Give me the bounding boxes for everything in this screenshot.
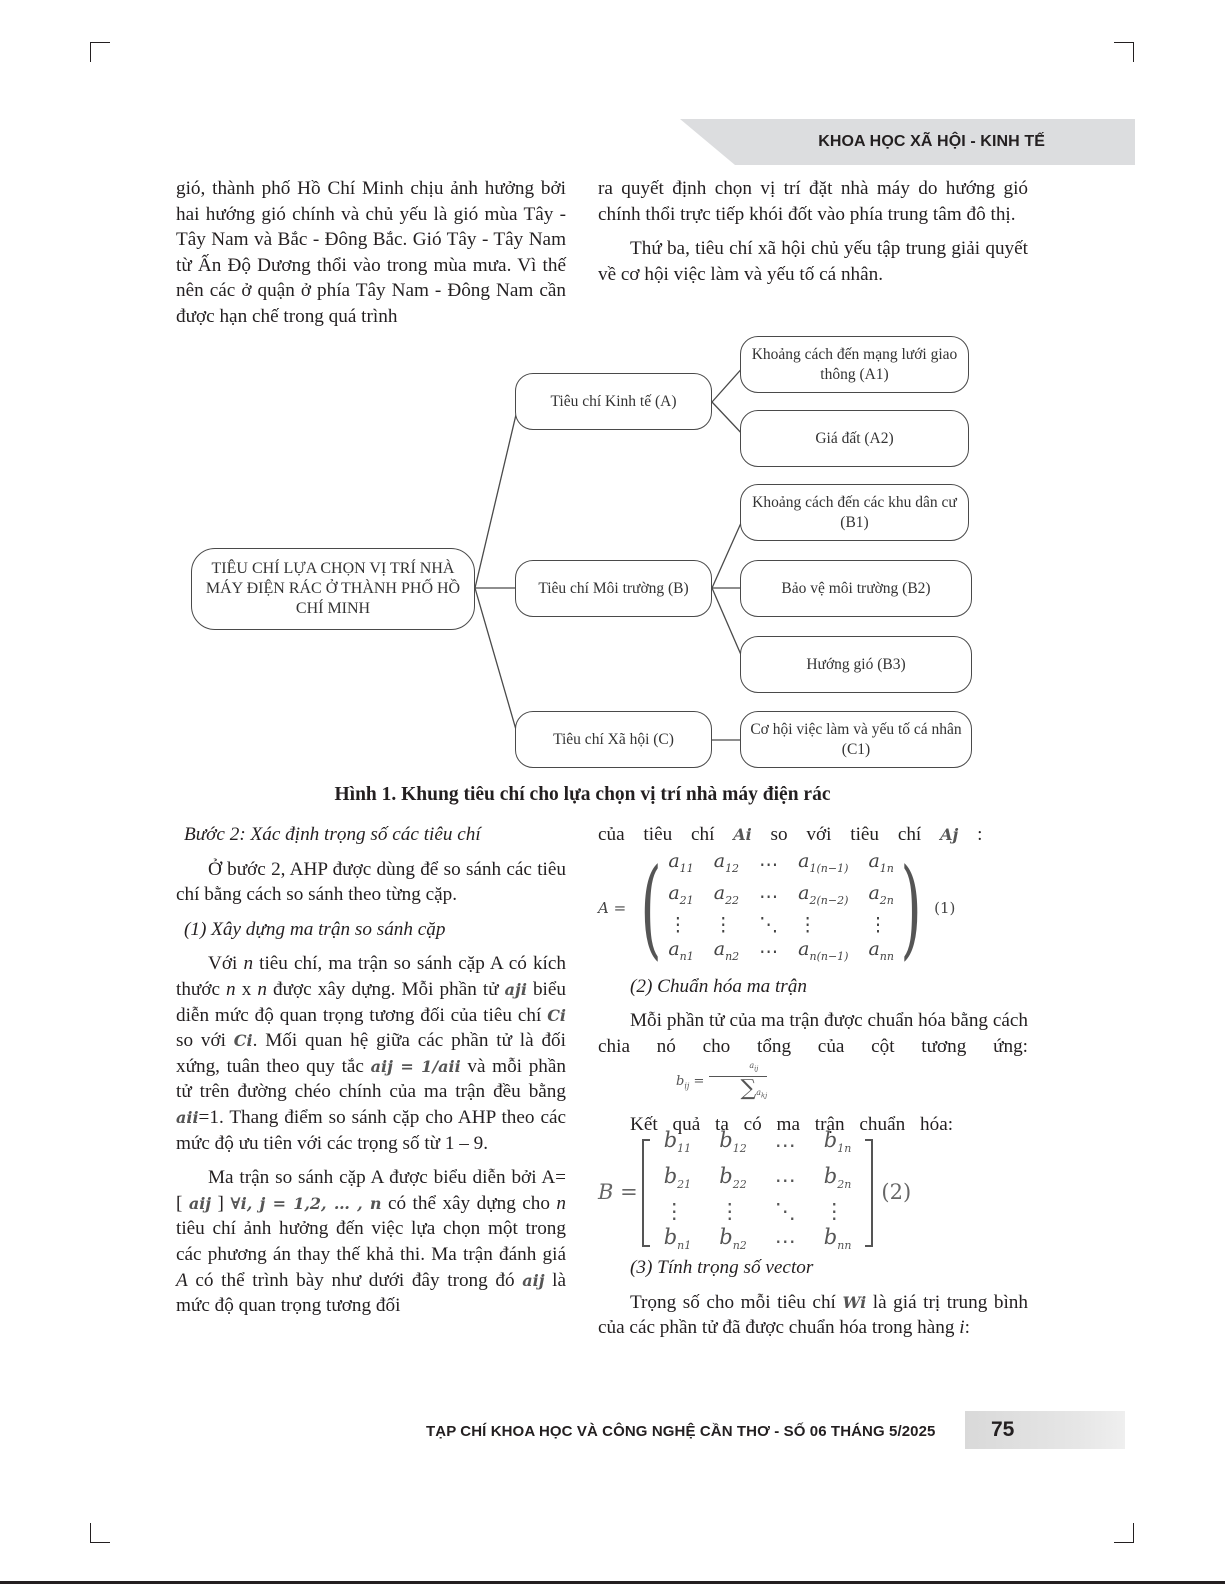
matrix-b-row [650, 1198, 866, 1224]
matrix-a-cell: $a_{1n}$ [868, 849, 894, 875]
crop-mark-bottom-left [90, 1523, 110, 1543]
matrix-b-cell: $b_{22}$ [719, 1163, 747, 1191]
result-paragraph: Kết quả ta có ma trận chuẩn hóa: [630, 1113, 954, 1135]
matrix-b-cell: ⋱ [774, 1198, 796, 1223]
matrix-a-cell: $a_{22}$ [713, 881, 740, 907]
matrix-a-cell: ⋯ [759, 885, 779, 908]
matrix-a-cell: $a_{n2}$ [713, 937, 740, 963]
matrix-b-cell: $b_{2n}$ [823, 1163, 852, 1191]
criteria-paragraph [598, 822, 1028, 848]
paragraph: Thứ ba, tiêu chí xã hội chủ yếu tập trung giải quyết về cơ hội việc làm và yếu tố cá nhân. [598, 238, 1028, 285]
journal-title: TẠP CHÍ KHOA HỌC VÀ CÔNG NGHỆ CẦN THƠ - SỐ 06 THÁNG 5/2025 [426, 1423, 936, 1440]
left-paren: ( [640, 845, 662, 971]
sub-node-a2: Giá đất (A2) [740, 410, 969, 467]
matrix-a-row [658, 849, 904, 881]
math-symbol: Ci [547, 1005, 566, 1025]
connector-root-c [475, 588, 519, 740]
top-right-column [598, 176, 1028, 287]
equation-number: (2) [881, 1180, 912, 1205]
criterion-node-c: Tiêu chí Xã hội (C) [515, 711, 712, 768]
text: ] [211, 1192, 231, 1214]
connector-root-a [475, 402, 519, 588]
math-var: n [257, 978, 267, 1000]
matrix-b-cell: ⋮ [823, 1198, 845, 1223]
matrix-a-cell: $a_{2(n-2)}$ [798, 881, 849, 907]
text: Ma trận so sánh cặp A được biểu diễn bởi A= [ [176, 1167, 566, 1214]
matrix-b-cell: $b_{21}$ [663, 1163, 692, 1191]
matrix-b [598, 1128, 1028, 1254]
matrix-b-cell: ⋯ [774, 1229, 796, 1254]
matrix-a-cell: $a_{12}$ [713, 849, 740, 875]
math-var: n [226, 978, 236, 1000]
text: tiêu chí, ma trận so sánh cặp A có kích thước [176, 953, 566, 1000]
text: : [964, 1317, 970, 1339]
matrix-a-cell: ⋮ [713, 913, 733, 936]
text: biểu diễn mức độ quan trọng tương đối của tiêu chí [176, 978, 566, 1026]
matrix-b-cell: $b_{n1}$ [663, 1224, 692, 1252]
normalize-formula: $b_{ij}$ = $a_{ij}$ $\sum a_{kj}$ [676, 1061, 768, 1101]
math-symbol: Wi [842, 1292, 867, 1312]
sub-node-b1: Khoảng cách đến các khu dân cư (B1) [740, 484, 969, 541]
intro-paragraph: Ở bước 2, AHP được dùng để so sánh các tiêu chí bằng cách so sánh theo từng cặp. [176, 858, 566, 906]
math-var: n [243, 953, 254, 975]
math-symbol: Ci [233, 1031, 253, 1051]
matrix-b-cell: $b_{1n}$ [823, 1128, 852, 1156]
matrix-b-row [650, 1163, 866, 1198]
matrix-b-cell: $b_{12}$ [719, 1128, 747, 1156]
text: so với [176, 1030, 234, 1052]
top-left-column [176, 176, 566, 330]
normalize-paragraph [598, 1008, 1028, 1107]
section-header [680, 119, 1135, 165]
paragraph: ra quyết định chọn vị trí đặt nhà máy do hướng gió chính thổi trực tiếp khói đốt vào phía trung tâm đô thị. [598, 178, 1028, 225]
matrix-a-row [658, 913, 904, 937]
sub-node-c1: Cơ hội việc làm và yếu tố cá nhân (C1) [740, 711, 972, 768]
text: và mỗi phần tử trên đường chéo chính của ma trận đều bằng [176, 1055, 566, 1103]
matrix-a-cell: ⋯ [759, 853, 779, 876]
text: có thể trình bày như dưới đây trong đó [187, 1269, 523, 1291]
page-number-box [965, 1411, 1125, 1449]
criterion-node-b: Tiêu chí Môi trường (B) [515, 560, 712, 617]
pairwise-paragraph [176, 951, 566, 1156]
matrix-b-cell: $b_{n2}$ [719, 1224, 747, 1252]
sub-node-b2: Bảo vệ môi trường (B2) [740, 560, 972, 617]
step-heading: Bước 2: Xác định trọng số các tiêu chí [184, 824, 481, 845]
page-number: 75 [991, 1418, 1015, 1441]
subsection-heading: (3) Tính trọng số vector [630, 1257, 814, 1279]
matrix-b-cell: $b_{11}$ [663, 1128, 692, 1156]
text: là giá trị trung bình của các phần tử đã được chuẩn hóa trong hàng [598, 1291, 1028, 1339]
text: =1. Thang điểm so sánh cặp cho AHP theo các mức độ ưu tiên với các trọng số từ 1 – 9. [176, 1106, 566, 1154]
math-var: A [176, 1269, 188, 1291]
matrix-a [598, 845, 1028, 971]
text: tiêu chí ảnh hưởng đến việc lựa chọn một trong các phương án thay thế khả thi. Ma trận đánh giá [176, 1218, 566, 1265]
math-symbol: aij [188, 1193, 212, 1213]
subsection-heading: (1) Xây dựng ma trận so sánh cặp [184, 918, 446, 940]
left-column [176, 822, 566, 1319]
text: Mỗi phần tử của ma trận được chuẩn hóa bằng cách chia nó cho tổng của cột tương ứng: [598, 1010, 1028, 1057]
text: là mức độ quan trọng tương đối [176, 1269, 566, 1317]
left-bracket [642, 1139, 650, 1247]
math-var: i [959, 1317, 965, 1339]
math-symbol: aii [176, 1107, 199, 1127]
matrix-b-cell: $b_{nn}$ [823, 1224, 852, 1252]
text: của tiêu chí [598, 824, 734, 845]
page-footer [420, 1411, 1135, 1451]
section-title: KHOA HỌC XÃ HỘI - KINH TẾ [818, 133, 1045, 150]
matrix-b-cell: ⋮ [663, 1198, 685, 1223]
right-column [598, 822, 1028, 1341]
right-paren: ) [900, 845, 922, 971]
matrix-a-row [658, 937, 904, 969]
matrix-a-cell: $a_{n(n-1)}$ [798, 937, 849, 963]
math-symbol: Ai [733, 825, 752, 844]
equation-number: (1) [934, 898, 956, 917]
matrix-a-cell: ⋱ [759, 913, 779, 936]
matrix-b-table [650, 1127, 866, 1259]
sub-node-b3: Hướng gió (B3) [740, 636, 972, 693]
crop-mark-bottom-right [1114, 1523, 1134, 1543]
matrix-a-cell: $a_{nn}$ [868, 937, 894, 963]
matrix-paragraph [176, 1165, 566, 1319]
matrix-b-cell: ⋯ [774, 1168, 796, 1193]
paragraph: gió, thành phố Hồ Chí Minh chịu ảnh hưởng bởi hai hướng gió chính và chủ yếu là gió mùa Tây - Tây Nam và Bắc - Đông Bắc. Gió Tây - Tây Nam từ Ấn Độ Dương thổi vào trong mùa mưa. Vì thế nên các ở quận ở phía Tây Nam - Đông Nam cần được hạn chế trong quá trình [176, 178, 566, 327]
matrix-b-row [650, 1224, 866, 1259]
math-symbol: Aj [940, 825, 959, 844]
text: có thể xây dựng cho [381, 1192, 557, 1214]
matrix-a-cell: ⋮ [868, 913, 888, 936]
matrix-b-cell: ⋯ [774, 1132, 796, 1157]
sub-node-a1: Khoảng cách đến mạng lưới giao thông (A1) [740, 336, 969, 393]
matrix-a-cell: ⋯ [759, 941, 779, 964]
matrix-a-cell: ⋮ [668, 913, 688, 936]
matrix-a-cell: $a_{1(n-1)}$ [798, 849, 849, 875]
text: Với [208, 953, 244, 975]
root-node: TIÊU CHÍ LỰA CHỌN VỊ TRÍ NHÀ MÁY ĐIỆN RÁC Ở THÀNH PHỐ HỒ CHÍ MINH [191, 548, 475, 630]
math-var: n [556, 1192, 567, 1214]
subsection-heading: (2) Chuẩn hóa ma trận [630, 975, 807, 997]
text: : [958, 824, 983, 845]
text: x [235, 978, 258, 1000]
matrix-a-cell: $a_{11}$ [668, 849, 694, 875]
right-bracket [865, 1139, 873, 1247]
math-symbol: aji [504, 979, 527, 999]
matrix-a-cell: $a_{n1}$ [668, 937, 694, 963]
text: so với tiêu chí [751, 824, 941, 845]
matrix-a-cell: $a_{21}$ [668, 881, 694, 907]
criterion-node-a: Tiêu chí Kinh tế (A) [515, 373, 712, 430]
text: Trọng số cho mỗi tiêu chí [630, 1291, 843, 1313]
page-bottom-edge [0, 1581, 1225, 1584]
text: . Mối quan hệ giữa các phần tử là đối xứng, tuân theo quy tắc [176, 1030, 566, 1077]
matrix-a-cell: ⋮ [798, 913, 818, 936]
matrix-b-cell: ⋮ [719, 1198, 741, 1223]
matrix-a-cell: $a_{2n}$ [868, 881, 894, 907]
matrix-a-table [658, 849, 904, 968]
weight-paragraph [598, 1290, 1028, 1341]
crop-mark-top-left [90, 42, 110, 62]
math-formula: ∀i, j = 1,2, … , n [230, 1193, 382, 1213]
matrix-b-lhs: B = [598, 1180, 638, 1205]
crop-mark-top-right [1114, 42, 1134, 62]
matrix-a-row [658, 881, 904, 913]
matrix-b-row [650, 1127, 866, 1162]
math-symbol: aij [522, 1270, 545, 1290]
matrix-a-lhs: A = [598, 898, 627, 917]
math-formula: aij = 1/aii [370, 1056, 461, 1076]
figure-caption: Hình 1. Khung tiêu chí cho lựa chọn vị trí nhà máy điện rác [334, 784, 831, 805]
text: được xây dựng. Mỗi phần tử [266, 978, 505, 1000]
